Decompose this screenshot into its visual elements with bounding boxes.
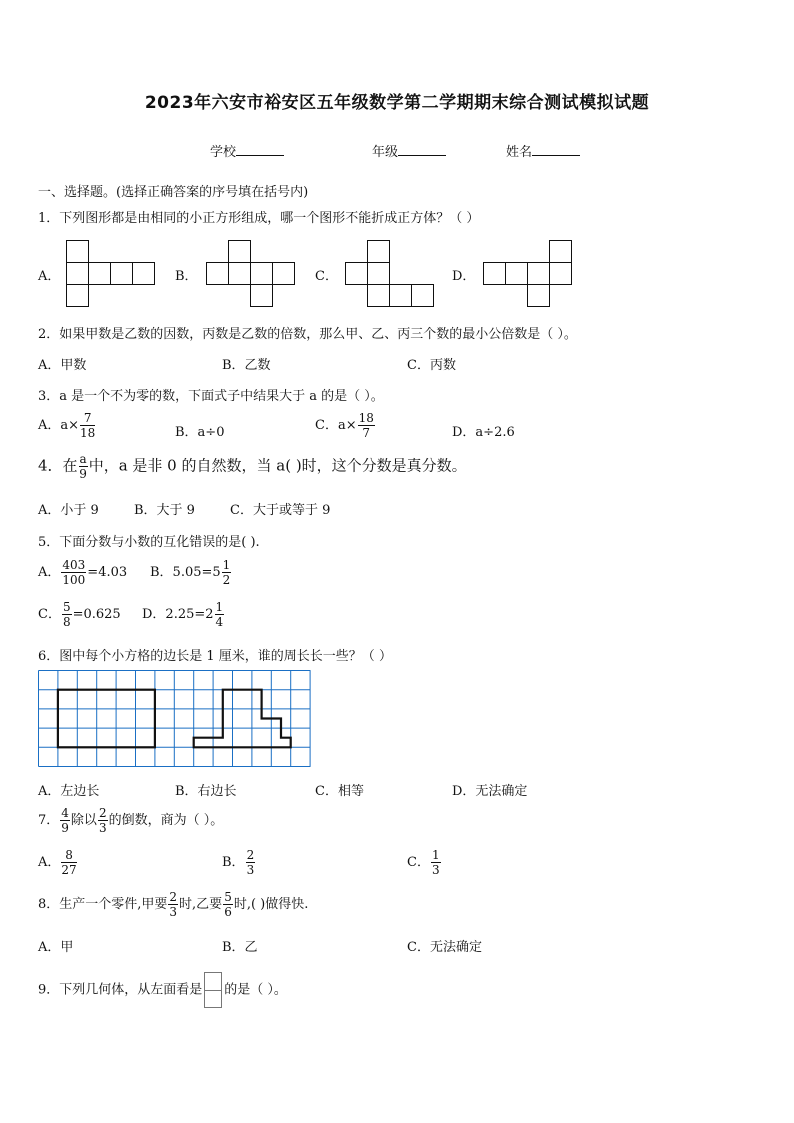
q2-option-c[interactable]: C．丙数	[407, 358, 456, 373]
question-2-stem: 2．如果甲数是乙数的因数，丙数是乙数的倍数，那么甲、乙、丙三个数的最小公倍数是（ ）。	[38, 327, 577, 342]
q4-option-a[interactable]: A．小于 9	[38, 503, 99, 518]
q7-option-c[interactable]	[407, 848, 442, 877]
q2-option-a[interactable]: A．甲数	[38, 358, 87, 373]
q7-fraction-1	[60, 806, 70, 835]
school-field	[210, 141, 284, 160]
q7-c-denominator: 3	[431, 863, 440, 877]
q3-a-denominator: 18	[80, 426, 96, 440]
q7-a-numerator: 8	[61, 848, 76, 863]
q8-option-b[interactable]: B．乙	[222, 940, 258, 955]
q9-suffix: 的是（ ）。	[224, 982, 287, 998]
q1-option-b[interactable]: B．	[175, 269, 198, 284]
q7-fraction-2	[98, 806, 108, 835]
q7-numerator-2: 2	[98, 806, 107, 820]
name-field	[506, 141, 580, 160]
q7-a-prefix: A．	[38, 855, 61, 870]
q7-numerator-1: 4	[61, 806, 69, 820]
grade-blank[interactable]	[398, 143, 446, 156]
q3-c-fraction	[358, 411, 375, 440]
q3-option-a[interactable]	[38, 411, 96, 440]
q4-suffix: 中，a 是非 0 的自然数，当 a( )时，这个分数是真分数。	[88, 456, 467, 475]
q5-c-numerator: 5	[62, 600, 71, 614]
q7-b-numerator: 2	[246, 848, 255, 862]
q6-right-shape	[194, 690, 291, 748]
q1-net-a	[66, 240, 158, 310]
question-3-stem: 3．a 是一个不为零的数，下面式子中结果大于 a 的是（ ）。	[38, 389, 384, 404]
q4-option-b[interactable]: B．大于 9	[134, 503, 195, 518]
q1-net-c	[345, 240, 437, 310]
q5-option-d[interactable]	[142, 600, 225, 629]
q2-option-b[interactable]: B．乙数	[222, 358, 271, 373]
school-blank[interactable]	[236, 143, 284, 156]
q7-option-b[interactable]	[222, 848, 256, 877]
q5-b-fraction	[222, 558, 232, 587]
q5-b-denominator: 2	[222, 573, 231, 587]
q5-d-fraction	[215, 600, 225, 629]
q8-numerator-2: 5	[224, 890, 232, 904]
q5-c-fraction	[62, 600, 72, 629]
q3-option-b[interactable]: B．a÷0	[175, 425, 225, 440]
question-8-stem	[38, 890, 308, 919]
q5-a-numerator: 403	[62, 558, 86, 572]
q8-option-a[interactable]: A．甲	[38, 940, 74, 955]
q3-a-prefix: A．a×	[38, 418, 80, 433]
name-blank[interactable]	[532, 143, 580, 156]
q5-c-prefix: C．	[38, 607, 61, 622]
question-9-stem	[38, 972, 287, 1008]
q5-d-denominator: 4	[215, 615, 224, 629]
school-label: 学校	[210, 145, 237, 160]
q4-numerator: a	[79, 452, 87, 466]
q8-denominator-1: 3	[169, 905, 178, 919]
q7-a-fraction	[61, 848, 76, 877]
q1-option-d[interactable]: D．	[452, 269, 476, 284]
q4-option-c[interactable]: C．大于或等于 9	[230, 503, 331, 518]
page-title: 2023年六安市裕安区五年级数学第二学期期末综合测试模拟试题	[144, 93, 650, 113]
two-stacked-squares-icon	[204, 972, 222, 1008]
q8-fraction-2	[223, 890, 233, 919]
q3-c-numerator: 18	[358, 411, 374, 425]
q1-option-c[interactable]: C．	[315, 269, 338, 284]
q1-net-d	[483, 240, 575, 310]
q7-c-prefix: C．	[407, 855, 430, 870]
q6-option-b[interactable]: B．右边长	[175, 784, 237, 799]
q7-b-fraction	[246, 848, 256, 877]
q8-denominator-2: 6	[224, 905, 232, 919]
q7-denominator-2: 3	[98, 821, 107, 835]
q3-a-numerator: 7	[80, 411, 95, 426]
section-heading: 一、选择题。(选择正确答案的序号填在括号内)	[38, 185, 309, 200]
q6-option-d[interactable]: D．无法确定	[452, 784, 528, 799]
q6-left-shape	[58, 690, 155, 748]
q7-option-a[interactable]	[38, 848, 78, 877]
q7-b-prefix: B．	[222, 855, 245, 870]
q5-a-denominator: 100	[62, 573, 86, 587]
q8-middle: 时,乙要	[179, 897, 223, 912]
q3-a-fraction	[80, 411, 95, 440]
question-4-stem	[38, 452, 467, 481]
q3-c-denominator: 7	[362, 426, 371, 440]
q8-numerator-1: 2	[169, 890, 178, 904]
q7-b-denominator: 3	[246, 863, 255, 877]
q5-option-b[interactable]	[150, 558, 232, 587]
question-7-stem	[38, 806, 223, 835]
question-1-stem: 1．下列图形都是由相同的小正方形组成，哪一个图形不能折成正方体？（ ）	[38, 211, 480, 226]
grade-label: 年级	[372, 145, 399, 160]
q7-c-fraction	[431, 848, 441, 877]
q5-b-prefix: B．5.05=5	[150, 565, 221, 580]
q5-b-numerator: 1	[222, 558, 231, 572]
q4-denominator: 9	[79, 467, 87, 481]
q7-a-denominator: 27	[61, 863, 77, 877]
q5-c-denominator: 8	[62, 615, 71, 629]
q8-prefix: 8．生产一个零件,甲要	[38, 897, 168, 912]
q8-suffix: 时,( )做得快.	[233, 897, 309, 912]
q5-a-suffix: =4.03	[87, 565, 128, 580]
q7-suffix: 的倒数，商为（ ）。	[108, 813, 224, 828]
q3-option-c[interactable]	[315, 411, 376, 440]
q6-option-a[interactable]: A．左边长	[38, 784, 100, 799]
q5-a-fraction	[61, 558, 86, 587]
question-5-stem: 5．下面分数与小数的互化错误的是( ).	[38, 535, 260, 550]
q5-option-c[interactable]	[38, 600, 121, 629]
q4-prefix: 4．在	[38, 456, 78, 475]
q7-c-numerator: 1	[431, 848, 440, 862]
q5-d-numerator: 1	[215, 600, 224, 614]
q6-option-c[interactable]: C．相等	[315, 784, 364, 799]
q9-prefix: 9．下列几何体，从左面看是	[38, 982, 203, 998]
q5-a-prefix: A．	[38, 565, 61, 580]
q7-prefix: 7．	[38, 813, 60, 828]
q4-fraction	[79, 452, 88, 481]
q5-c-suffix: =0.625	[72, 607, 121, 622]
q8-fraction-1	[168, 890, 178, 919]
q3-option-d[interactable]: D．a÷2.6	[452, 425, 515, 440]
name-label: 姓名	[506, 145, 533, 160]
grade-field	[372, 141, 446, 160]
q6-grid-figure	[38, 670, 312, 770]
q5-option-a[interactable]	[38, 558, 127, 587]
q7-denominator-1: 9	[61, 821, 69, 835]
question-6-stem: 6．图中每个小方格的边长是 1 厘米，谁的周长长一些？（ ）	[38, 649, 392, 664]
q5-d-prefix: D．2.25=2	[142, 607, 214, 622]
q8-option-c[interactable]: C．无法确定	[407, 940, 482, 955]
q1-net-b	[206, 240, 298, 310]
q3-c-prefix: C．a×	[315, 418, 357, 433]
q7-middle: 除以	[70, 813, 97, 828]
q1-option-a[interactable]: A．	[38, 269, 61, 284]
